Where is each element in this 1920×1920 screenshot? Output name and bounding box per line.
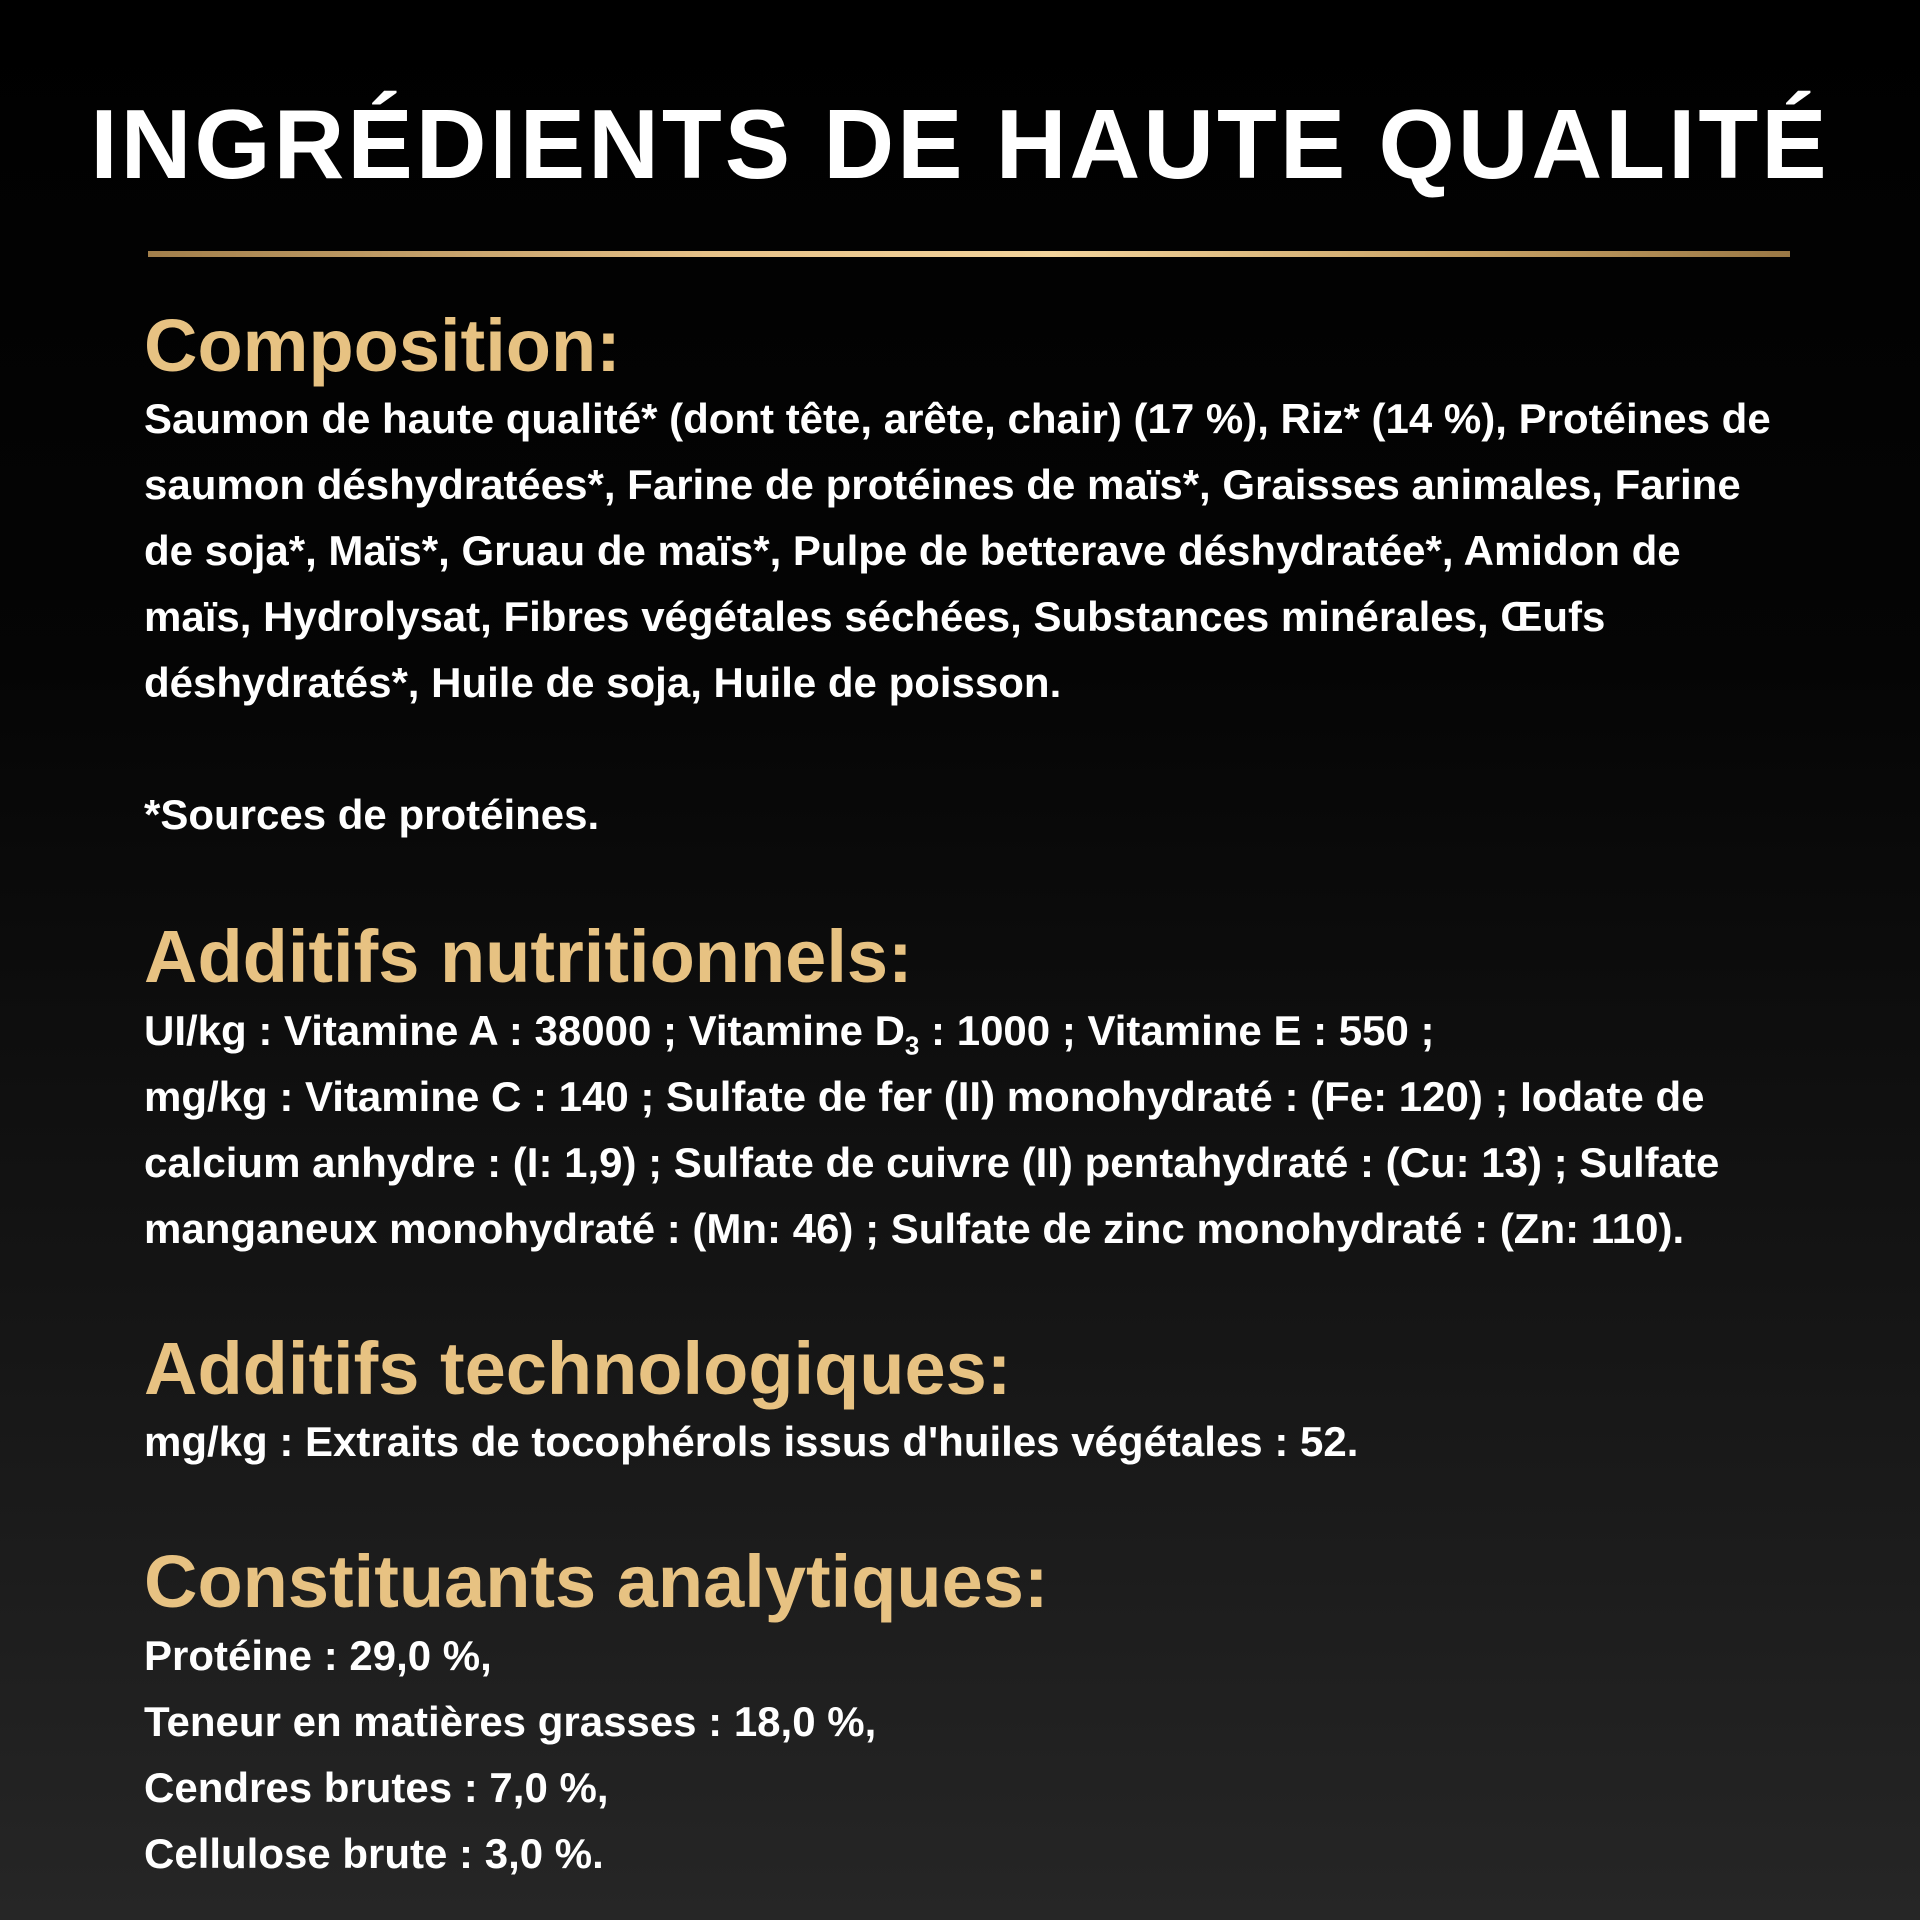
composition-text: Saumon de haute qualité* (dont tête, arête, chair) (17 %), Riz* (14 %), Protéines de saumon déshydratées*, Farine de protéines de maïs*, Graisses animales, Farine de soja*, Maïs*, Gruau de maïs*, Pulpe de betterave déshydratée*, Amidon de maïs, Hydrolysat, Fibres végétales séchées, Substances minérales, Œufs déshydratés*, Huile de soja, Huile de poisson. (144, 395, 1771, 707)
gold-divider (148, 251, 1790, 257)
constituent-ash: Cendres brutes : 7,0 %, (144, 1763, 609, 1811)
page-title: INGRÉDIENTS DE HAUTE QUALITÉ (90, 89, 1830, 199)
composition-heading: Composition: (144, 304, 621, 387)
technological-additives-section (144, 1328, 1794, 1475)
composition-footnote: *Sources de protéines. (144, 791, 600, 839)
constituent-fat: Teneur en matières grasses : 18,0 %, (144, 1697, 877, 1745)
nutritional-additives-text-part2: : 1000 ; Vitamine E : 550 ; (919, 1006, 1435, 1054)
nutritional-additives-heading: Additifs nutritionnels: (144, 915, 913, 999)
analytical-constituents-list (144, 1623, 1794, 1887)
technological-additives-text: mg/kg : Extraits de tocophérols issus d'huiles végétales : 52. (144, 1418, 1359, 1466)
technological-additives-heading: Additifs technologiques: (144, 1326, 1012, 1410)
content-area (144, 305, 1794, 1887)
vitamin-d-subscript: 3 (904, 1030, 920, 1061)
nutritional-additives-text-part1: UI/kg : Vitamine A : 38000 ; Vitamine D (144, 1006, 905, 1054)
analytical-constituents-section (144, 1541, 1794, 1886)
composition-section (144, 305, 1794, 848)
nutritional-additives-section (144, 916, 1794, 1261)
nutritional-additives-text-part3: mg/kg : Vitamine C : 140 ; Sulfate de fer (II) monohydraté : (Fe: 120) ; Iodate de calcium anhydre : (I: 1,9) ; Sulfate de cuivre (II) pentahydraté : (Cu: 13) ; Sulfate manganeux monohydraté : (Mn: 46) ; Sulfate de zinc monohydraté : (Zn: 110). (144, 1072, 1720, 1252)
constituent-fibre: Cellulose brute : 3,0 %. (144, 1829, 604, 1877)
nutritional-additives-text (144, 998, 1794, 1262)
constituent-protein: Protéine : 29,0 %, (144, 1631, 492, 1679)
analytical-constituents-heading: Constituants analytiques: (144, 1540, 1049, 1624)
